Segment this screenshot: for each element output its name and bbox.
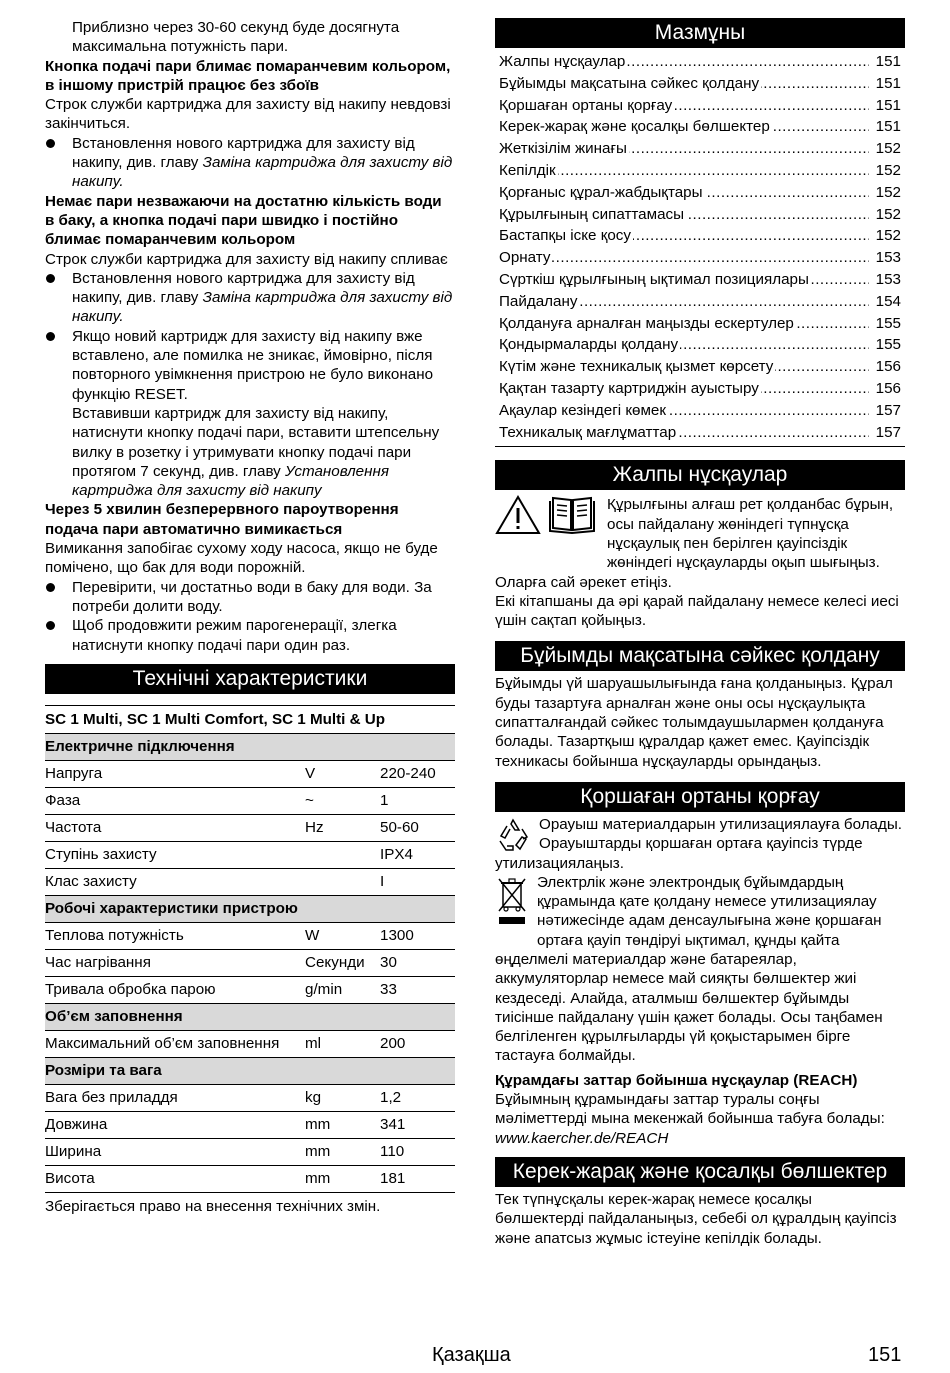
toc-entry-page: 152	[875, 140, 901, 158]
footer-language: Қазақша	[432, 1344, 511, 1366]
toc-entry-page: 152	[875, 161, 901, 179]
spec-row	[45, 760, 455, 787]
toc-entry-title	[499, 96, 869, 115]
spec-section-label: Електричне підключення	[45, 733, 455, 760]
toc-entry-text: Күтім және техникалық қызмет көрсету	[499, 358, 774, 376]
spec-unit: kg	[305, 1084, 380, 1111]
spec-value: 200	[380, 1030, 455, 1057]
toc-entry-page: 157	[875, 423, 901, 441]
spec-unit: mm	[305, 1138, 380, 1165]
toc-entry-page: 157	[875, 401, 901, 419]
section-heading-accessories: Керек-жарақ және қосалқы бөлшектер	[495, 1157, 905, 1187]
spec-row	[45, 1138, 455, 1165]
toc-entry-title	[499, 139, 869, 158]
heading-auto-shutoff: Через 5 хвилин безперервного пароутворення подача пари автоматично вимикається	[45, 501, 399, 538]
toc-entry-text: Жалпы нұсқаулар	[499, 53, 626, 70]
spec-unit: mm	[305, 1165, 380, 1192]
toc-entry-page: 153	[875, 270, 901, 288]
spec-row	[45, 841, 455, 868]
spec-label: Максимальний об’єм заповнення	[45, 1030, 305, 1057]
toc-entry-text: Қондырмаларды қолдану	[499, 336, 679, 354]
toc-entry-title	[499, 74, 869, 93]
spec-label: Довжина	[45, 1111, 305, 1138]
chapter-reference: Заміна картриджа для захисту від накипу	[72, 154, 453, 191]
toc-entry-page: 152	[875, 227, 901, 245]
toc-entry-page: 151	[875, 118, 901, 136]
paragraph-max-power: Приблизно через 30-60 секунд буде досягнута максимальна потужність пари.	[72, 19, 400, 56]
weee-icon-wrap	[495, 875, 529, 932]
spec-value: 341	[380, 1111, 455, 1138]
toc-entry[interactable]	[495, 139, 905, 161]
spec-unit: ~	[305, 787, 380, 814]
toc-entry-text: Қақтан тазарту картриджін ауыстыру	[499, 379, 759, 397]
bullet-install-cartridge-1	[45, 134, 455, 192]
general-paragraph-2: Екі кітапшаны да әрі қарай пайдалану немесе келесі иесі үшін сақтап қойыңыз.	[495, 592, 899, 630]
section-heading-contents: Мазмұны	[495, 18, 905, 48]
toc-entry[interactable]	[495, 52, 905, 74]
spec-label: Вага без приладдя	[45, 1084, 305, 1111]
toc-entry-page: 156	[875, 379, 901, 397]
reach-paragraph	[495, 1090, 905, 1148]
spec-row	[45, 868, 455, 895]
spec-section-label: Об’єм заповнення	[45, 1003, 455, 1030]
toc-entry-title	[499, 248, 869, 267]
toc-entry[interactable]	[495, 423, 905, 445]
toc-entry-text: Орнату	[499, 249, 551, 267]
toc-entry-title	[499, 52, 869, 71]
spec-value: 220-240	[380, 760, 455, 787]
toc-entry-page: 156	[875, 358, 901, 376]
toc-entry-page: 155	[875, 336, 901, 354]
toc-entry[interactable]	[495, 205, 905, 227]
spec-unit	[305, 841, 380, 868]
toc-entry-title	[499, 379, 869, 398]
spec-unit: mm	[305, 1111, 380, 1138]
toc-entry[interactable]	[495, 74, 905, 96]
spec-row	[45, 949, 455, 976]
spec-row	[45, 1111, 455, 1138]
spec-models: SC 1 Multi, SC 1 Multi Comfort, SC 1 Multi & Up	[45, 705, 455, 733]
toc-entry[interactable]	[495, 226, 905, 248]
spec-note: Зберігається право на внесення технічних змін.	[45, 1197, 381, 1215]
recycle-icon	[495, 817, 531, 853]
toc-entry-page: 152	[875, 183, 901, 201]
spec-unit: V	[305, 760, 380, 787]
toc-entry-page: 153	[875, 249, 901, 267]
toc-entry-text: Кепілдік	[499, 161, 556, 179]
toc-entry-page: 152	[875, 205, 901, 223]
toc-entry-text: Пайдалану	[499, 292, 578, 310]
environment-paragraph-1	[495, 815, 905, 873]
warning-triangle-icon	[495, 495, 541, 535]
toc-entry-page: 151	[875, 96, 901, 114]
spec-table	[45, 705, 455, 1193]
spec-label: Клас захисту	[45, 868, 305, 895]
spec-label: Ширина	[45, 1138, 305, 1165]
toc-entry-title	[499, 117, 869, 136]
spec-label: Час нагрівання	[45, 949, 305, 976]
toc-entry-text: Ақаулар кезіндегі көмек	[499, 401, 667, 419]
section-heading-specs: Технічні характеристики	[45, 664, 455, 694]
spec-row	[45, 814, 455, 841]
toc-entry-title	[499, 205, 869, 224]
toc-entry[interactable]	[495, 357, 905, 379]
toc-entry-title	[499, 270, 869, 289]
spec-value: 30	[380, 949, 455, 976]
section-heading-intended-use: Бұйымды мақсатына сәйкес қолдану	[495, 641, 905, 671]
intended-use-paragraph: Бұйымды үй шаруашылығында ғана қолданыңыз. Құрал буды тазартуға арналған және оны осы нұсқаулықта сипатталғандай сәйкес толымдаушылармен қолдануға болады. Тазартқыш құралдар қажет емес. Қауіпсіздік техникасы бойынша нұсқауларды орындаңыз.	[495, 675, 893, 770]
spec-label: Частота	[45, 814, 305, 841]
toc-entry[interactable]	[495, 161, 905, 183]
toc-entry-page: 151	[875, 53, 901, 70]
footer-page-number: 151	[868, 1344, 902, 1366]
reach-url-link[interactable]: www.kaercher.de/REACH	[495, 1129, 669, 1147]
spec-value: 33	[380, 976, 455, 1003]
bullet-end: .	[119, 173, 124, 191]
accessories-paragraph: Тек түпнұсқалы керек-жарақ немесе қосалқы бөлшектерді пайдаланыңыз, себебі ол құралдың қауіпсіз және апатсыз жұмыс істеуіне кепілдік болады.	[495, 1190, 897, 1247]
section-heading-environment: Қоршаған ортаны қорғау	[495, 782, 905, 812]
spec-label: Ступінь захисту	[45, 841, 305, 868]
spec-value: 1,2	[380, 1084, 455, 1111]
heading-orange-blink: Кнопка подачі пари блимає помаранчевим кольором, в іншому пристрій працює без збоїв	[45, 57, 451, 94]
spec-label: Фаза	[45, 787, 305, 814]
spec-unit: ml	[305, 1030, 380, 1057]
spec-value: I	[380, 868, 455, 895]
toc-entry-title	[499, 161, 869, 180]
spec-section-label: Робочі характеристики пристрою	[45, 895, 455, 922]
bullet-text: Встановлення нового картриджа для захисту від накипу, див. главу	[72, 269, 415, 307]
toc-entry-title	[499, 335, 869, 354]
chapter-reference: Заміна картриджа для захисту від накипу	[72, 289, 453, 326]
toc-entry-text: Керек-жарақ және қосалқы бөлшектер	[499, 118, 770, 136]
toc-entry[interactable]	[495, 401, 905, 423]
heading-no-steam: Немає пари незважаючи на достатню кількість води в баку, а кнопка подачі пари швидко і постійно блимає помаранчевим кольором	[45, 192, 442, 249]
spec-section-row	[45, 733, 455, 760]
toc-entry-title	[499, 423, 869, 442]
spec-row	[45, 976, 455, 1003]
toc-entry-page: 151	[875, 74, 901, 92]
toc-entry[interactable]	[495, 314, 905, 336]
spec-label: Напруга	[45, 760, 305, 787]
reach-text: Бұйымның құрамындағы заттар туралы соңғы мәліметтерді мына мекенжай бойынша табуға болады:	[495, 1091, 885, 1128]
spec-value: 181	[380, 1165, 455, 1192]
spec-row	[45, 787, 455, 814]
toc-entry-text: Қолдануға арналған маңызды ескертулер	[499, 314, 794, 332]
bullet-continue-steam: Щоб продовжити режим парогенерації, злегка натиснути кнопку подачі пари один раз.	[45, 616, 455, 655]
manual-book-icon	[547, 495, 597, 535]
toc-entry[interactable]	[495, 335, 905, 357]
spec-section-label: Розміри та вага	[45, 1057, 455, 1084]
environment-text-2: Электрлік және электрондық бұйымдардың құрамында қате қолдану немесе утилизациялау нәтижесінде адам денсаулығына және қоршаған ортаға қауіп төндіруі ықтимал, құнды қайта өңделмелі материалдар және батареялар, аккумуляторлар немесе май сияқты бөлшектер жиі кездеседі. Алайда, аталмыш бөлшектер бұйымды тиісінше пайдалану үшін қажет болады. Осы таңбамен белгіленген құрылғыларды үй қоқыстарымен бірге тастауға болмайды.	[495, 873, 883, 1065]
toc-entry-text: Сүрткіш құрылғының ықтимал позициялары	[499, 270, 809, 288]
environment-text-1: Орауыш материалдарын утилизациялауға болады. Орауыштарды қоршаған ортаға қауіпсіз түрде утилизациялаңыз.	[495, 815, 903, 872]
bullet-check-water: Перевірити, чи достатньо води в баку для води. За потреби долити воду.	[45, 578, 455, 617]
table-of-contents	[495, 48, 905, 447]
spec-unit	[305, 868, 380, 895]
spec-row	[45, 922, 455, 949]
paragraph-reset-instructions	[45, 404, 455, 500]
spec-value: 110	[380, 1138, 455, 1165]
toc-entry[interactable]	[495, 183, 905, 205]
spec-label: Висота	[45, 1165, 305, 1192]
spec-unit: Hz	[305, 814, 380, 841]
spec-label: Теплова потужність	[45, 922, 305, 949]
spec-unit: Секунди	[305, 949, 380, 976]
toc-entry[interactable]	[495, 248, 905, 270]
spec-section-row	[45, 1057, 455, 1084]
spec-value: 50-60	[380, 814, 455, 841]
right-column	[495, 18, 905, 1248]
reach-heading: Құрамдағы заттар бойынша нұсқаулар (REACH)	[495, 1071, 858, 1089]
toc-entry[interactable]	[495, 379, 905, 401]
bullet-text: Встановлення нового картриджа для захисту від накипу, див. главу	[72, 134, 415, 172]
toc-entry-title	[499, 226, 869, 245]
spec-value: 1	[380, 787, 455, 814]
toc-entry-text: Бұйымды мақсатына сәйкес қолдану	[499, 74, 760, 92]
toc-entry-page: 155	[875, 314, 901, 332]
environment-paragraph-2	[495, 873, 905, 1066]
bullet-reset-function: Якщо новий картридж для захисту від накипу вже вставлено, але помилка не зникає, ймовірно, після повторного увімкнення пристрою не було виконано функцію RESET.	[45, 327, 455, 404]
toc-entry-page: 154	[875, 292, 901, 310]
spec-section-row	[45, 1003, 455, 1030]
spec-row	[45, 1165, 455, 1192]
toc-entry-text: Жеткізілім жинағы	[499, 140, 627, 158]
general-text-1: Құрылғыны алғаш рет қолданбас бұрын, осы пайдалану жөніндегі түпнұсқа нұсқаулық пен берілген қауіпсіздік жөніндегі нұсқауларды оқып шығыңыз. Оларға сай әрекет етіңіз.	[495, 496, 894, 591]
toc-entry-text: Қорғаныс құрал-жабдықтары	[499, 183, 703, 201]
toc-entry[interactable]	[495, 292, 905, 314]
spec-row	[45, 1030, 455, 1057]
bullet-end: .	[119, 308, 124, 326]
toc-entry-title	[499, 357, 869, 376]
toc-entry-text: Қоршаған ортаны қорғау	[499, 96, 673, 114]
paragraph-cartridge-life: Строк служби картриджа для захисту від накипу невдовзі закінчиться.	[45, 96, 451, 133]
general-icons	[495, 493, 597, 535]
bullet-install-cartridge-2	[45, 269, 455, 327]
instruction-text: Вставивши картридж для захисту від накипу, натиснути кнопку подачі пари, вставити штепсельну вилку в розетку і утримувати кнопку подачі пари протягом 7 секунд, див. главу	[72, 404, 440, 480]
crossed-bin-icon	[495, 875, 529, 927]
section-heading-general: Жалпы нұсқаулар	[495, 460, 905, 490]
spec-value: 1300	[380, 922, 455, 949]
chapter-reference: Установлення картриджа для захисту від накипу	[72, 462, 389, 500]
toc-entry-title	[499, 401, 869, 420]
spec-row	[45, 1084, 455, 1111]
spec-section-row	[45, 895, 455, 922]
spec-value: IPX4	[380, 841, 455, 868]
toc-entry-text: Техникалық мағлұматтар	[499, 423, 677, 441]
paragraph-dry-run: Вимикання запобігає сухому ходу насоса, якщо не буде помічено, що бак для води порожній.	[45, 540, 438, 577]
toc-entry[interactable]	[495, 96, 905, 118]
spec-label: Тривала обробка парою	[45, 976, 305, 1003]
paragraph-cartridge-expired: Строк служби картриджа для захисту від накипу спливає	[45, 250, 448, 268]
toc-entry-text: Бастапқы іске қосу	[499, 227, 631, 245]
toc-entry-title	[499, 292, 869, 311]
spec-unit: g/min	[305, 976, 380, 1003]
toc-entry-text: Құрылғының сипаттамасы	[499, 205, 685, 223]
spec-unit: W	[305, 922, 380, 949]
toc-entry-title	[499, 314, 869, 333]
toc-entry-title	[499, 183, 869, 202]
left-column	[45, 18, 455, 1216]
toc-entry[interactable]	[495, 270, 905, 292]
toc-entry[interactable]	[495, 117, 905, 139]
